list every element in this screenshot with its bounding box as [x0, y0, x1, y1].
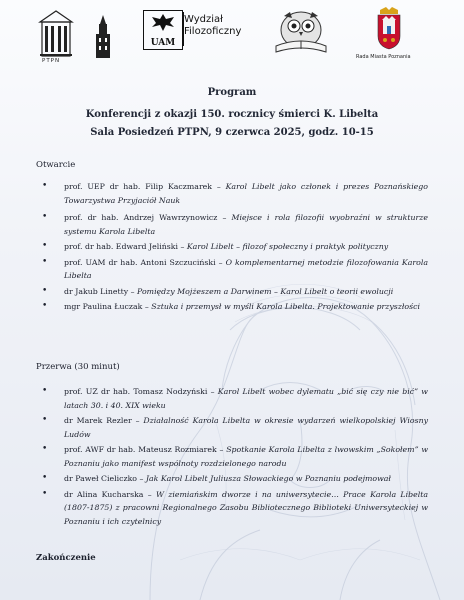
ptpn-building-logo	[36, 8, 76, 58]
talk-item	[40, 240, 428, 254]
ptpn-label: PTPN	[42, 58, 61, 64]
talk-title: Miejsce i rola filozofii wyobraźni w strukturze systemu Karola Libelta	[64, 213, 428, 236]
talk-title: Spotkanie Karola Libelta z lwowskim „Sokołem” w Poznaniu jako manifest wspólnoty rozdzielonego narodu	[64, 445, 428, 468]
speaker: mgr Paulina Łuczak	[64, 302, 143, 311]
bullet: •	[42, 181, 48, 191]
separator: –	[144, 302, 149, 311]
separator: –	[222, 213, 227, 222]
talk-title: Działalność Karola Libelta w okresie wydarzeń wielkopolskiej Wiosny Ludów	[64, 416, 428, 439]
separator: –	[147, 489, 152, 499]
bullet: •	[42, 415, 48, 425]
speaker: prof. AWF dr hab. Mateusz Rozmiarek	[64, 445, 217, 454]
logos-row	[0, 0, 464, 72]
speaker: dr Alina Kucharska	[64, 489, 144, 499]
talk-title: W ziemiańskim dworze i na uniwersytecie… Prace Karola Libelta (1807-1875) z pracowni Regionalnego Zasobu Bibliotecznego Biblioteki Uniwersyteckiej w Poznaniu i ich czytelnicy	[64, 489, 428, 526]
break-section-title: Przerwa (30 minut)	[36, 362, 120, 372]
bullet: •	[42, 256, 48, 267]
bullet: •	[42, 285, 48, 296]
separator: –	[216, 182, 221, 191]
talk-title: Sztuka i przemysł w myśli Karola Libelta. Projektowanie przyszłości	[151, 302, 420, 311]
talk-title: Karol Libelt wobec dylematu „bić się czy nie bić” w latach 30. i 40. XIX wieku	[64, 387, 428, 410]
tower-logo	[92, 14, 114, 60]
poznan-coat-of-arms	[376, 6, 402, 50]
speaker: dr Jakub Linetty	[64, 286, 129, 296]
bullet: •	[42, 444, 48, 454]
city-council-label: Rada Miasta Poznania	[356, 54, 411, 60]
talk-item	[40, 285, 428, 299]
talk-title: Jak Karol Libelt Juliusza Słowackiego w Poznaniu podejmował	[145, 474, 391, 483]
speaker: prof. dr hab. Edward Jeliński	[64, 242, 178, 251]
talk-item	[40, 488, 428, 529]
separator: –	[218, 257, 223, 267]
separator: –	[139, 474, 144, 483]
bullet: •	[42, 301, 48, 311]
speaker: prof. UEP dr hab. Filip Kaczmarek	[64, 182, 213, 191]
talk-title: O komplementarnej metodzie filozofowania Karola Libelta	[64, 257, 428, 280]
opening-section-title: Otwarcie	[36, 160, 76, 170]
talk-item	[40, 300, 428, 314]
talk-item	[40, 211, 428, 238]
speaker: prof. dr hab. Andrzej Wawrzynowicz	[64, 213, 218, 222]
faculty-divider	[183, 12, 184, 46]
faculty-line-2: Filozoficzny	[184, 26, 242, 37]
separator: –	[180, 242, 185, 251]
conference-title: Konferencji z okazji 150. rocznicy śmierci K. Libelta	[85, 109, 379, 120]
faculty-line-1: Wydział	[184, 14, 223, 25]
talk-title: Pomiędzy Mojżeszem a Darwinem – Karol Libelt o teorii ewolucji	[137, 286, 394, 296]
eagle-icon	[144, 11, 182, 33]
talk-item	[40, 472, 428, 486]
bullet: •	[42, 212, 48, 222]
talk-item	[40, 414, 428, 441]
talk-title: Karol Libelt – filozof społeczny i praktyk polityczny	[186, 242, 389, 251]
separator: –	[210, 387, 215, 396]
speaker: prof. UAM dr hab. Antoni Szczuciński	[64, 257, 216, 267]
faculty-name	[184, 14, 241, 38]
venue-date: Sala Posiedzeń PTPN, 9 czerwca 2025, godz. 10-15	[90, 127, 374, 138]
talk-item	[40, 180, 428, 207]
separator: –	[130, 286, 135, 296]
owl-book-logo	[270, 6, 332, 58]
talk-item	[40, 443, 428, 470]
opening-talk-list	[40, 180, 428, 316]
bullet: •	[42, 488, 48, 499]
bullet: •	[42, 241, 48, 251]
speaker: dr Marek Rezler	[64, 416, 132, 425]
talk-title: Karol Libelt jako członek i prezes Poznańskiego Towarzystwa Przyjaciół Nauk	[64, 182, 428, 205]
separator: –	[135, 416, 140, 425]
talk-item	[40, 385, 428, 412]
bullet: •	[42, 386, 48, 396]
speaker: prof. UZ dr hab. Tomasz Nodzyński	[64, 387, 208, 396]
talk-item	[40, 256, 428, 283]
bullet: •	[42, 473, 48, 483]
uam-logo	[143, 10, 183, 50]
break-talk-list	[40, 385, 428, 530]
closing-section-title: Zakończenie	[36, 553, 96, 563]
separator: –	[219, 445, 224, 454]
speaker: dr Paweł Cieliczko	[64, 474, 137, 483]
uam-short: UAM	[150, 38, 176, 48]
program-heading: Program	[207, 87, 257, 98]
